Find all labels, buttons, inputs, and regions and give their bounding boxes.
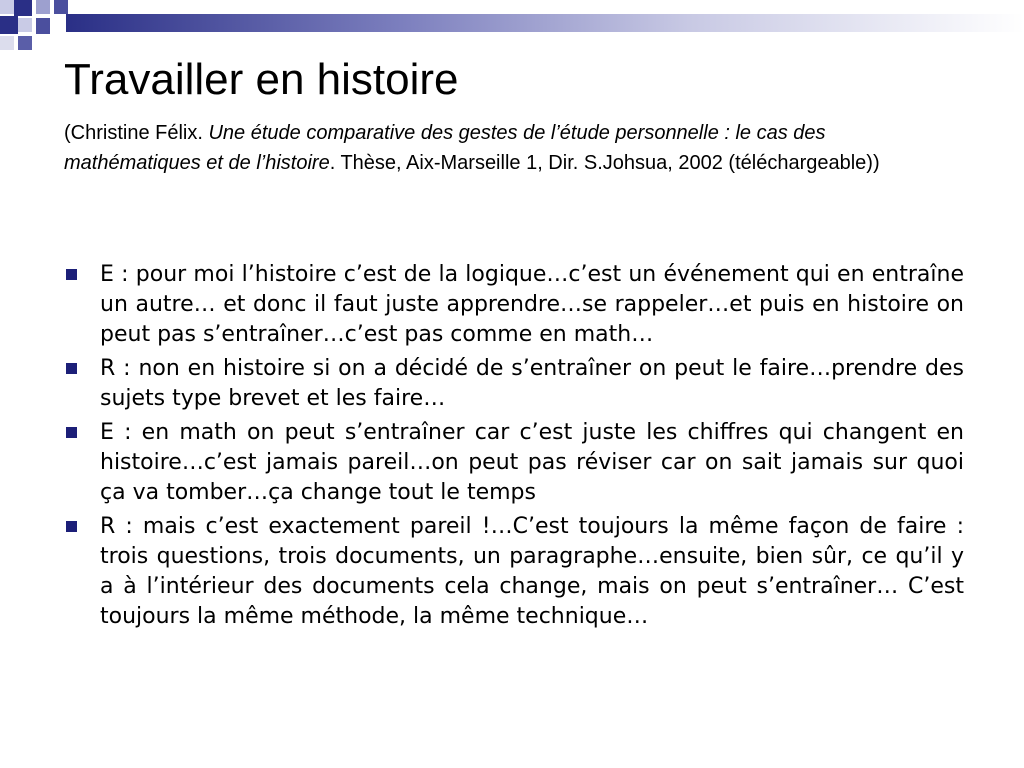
decorative-square (0, 0, 14, 14)
reference-italic-title: Une étude comparative des gestes de l’étude personnelle : le cas des mathématiques et de l’histoire (64, 122, 826, 174)
reference-citation (64, 118, 884, 178)
square-bullet-icon (66, 427, 77, 438)
bullet-text: E : pour moi l’histoire c’est de la logique…c’est un événement qui en entraîne un autre… et donc il faut juste apprendre…se rappeler…et puis en histoire on peut pas s’entraîner…c’est pas comme en math… (100, 262, 964, 347)
square-bullet-icon (66, 363, 77, 374)
bullet-text: R : mais c’est exactement pareil !…C’est toujours la même façon de faire : trois questions, trois documents, un paragraphe…ensuite, bien sûr, ce qu’il y a à l’intérieur des documents cela change, mais on peut s’entraîner… C’est toujours la même méthode, la même technique… (100, 514, 964, 629)
decorative-square (36, 18, 50, 34)
decorative-square (0, 36, 14, 50)
list-item (64, 260, 964, 350)
slide-title: Travailler en histoire (64, 55, 459, 104)
square-bullet-icon (66, 269, 77, 280)
decorative-square (18, 36, 32, 50)
reference-text: . Thèse, Aix-Marseille 1, Dir. S.Johsua, 2002 (téléchargeable)) (329, 152, 880, 174)
list-item (64, 418, 964, 508)
square-bullet-icon (66, 521, 77, 532)
bullet-text: E : en math on peut s’entraîner car c’est juste les chiffres qui changent en histoire…c’est jamais pareil…on peut pas réviser car on sait jamais sur quoi ça va tomber…ça change tout le temps (100, 420, 964, 505)
list-item (64, 354, 964, 414)
decorative-square (54, 0, 68, 14)
reference-text: (Christine Félix. (64, 122, 209, 144)
decorative-gradient-band (66, 14, 1024, 32)
list-item (64, 512, 964, 632)
bullet-text: R : non en histoire si on a décidé de s’entraîner on peut le faire…prendre des sujets type brevet et les faire… (100, 356, 964, 411)
decorative-square (0, 16, 18, 34)
decorative-square (14, 0, 32, 16)
decorative-square (18, 18, 32, 32)
bullet-list (64, 260, 964, 636)
decorative-square (36, 0, 50, 14)
